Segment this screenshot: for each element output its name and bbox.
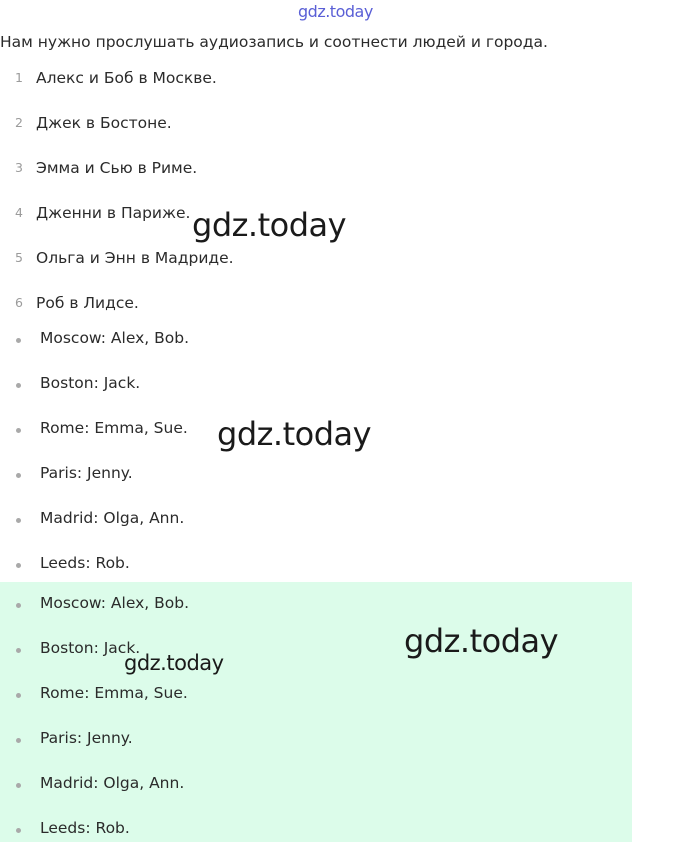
bullet-dot-icon xyxy=(16,383,21,388)
item-text: Ольга и Энн в Мадриде. xyxy=(36,249,234,267)
item-text: Leeds: Rob. xyxy=(40,554,130,572)
watermark: gdz.today xyxy=(404,622,559,660)
item-text: Madrid: Olga, Ann. xyxy=(40,774,185,792)
bullet-dot-icon xyxy=(16,563,21,568)
list-item xyxy=(0,362,680,407)
list-item xyxy=(0,58,680,103)
list-item xyxy=(0,717,680,762)
answer-list xyxy=(0,582,680,852)
item-text: Madrid: Olga, Ann. xyxy=(40,509,185,527)
item-number: 3 xyxy=(15,160,23,175)
item-text: Moscow: Alex, Bob. xyxy=(40,329,189,347)
list-item xyxy=(0,238,680,283)
bullet-dot-icon xyxy=(16,428,21,433)
item-text: Алекс и Боб в Москве. xyxy=(36,69,217,87)
list-item xyxy=(0,807,680,852)
item-number: 2 xyxy=(15,115,23,130)
list-item xyxy=(0,582,680,627)
item-number: 6 xyxy=(15,295,23,310)
list-item xyxy=(0,542,680,587)
item-number: 1 xyxy=(15,70,23,85)
item-text: Moscow: Alex, Bob. xyxy=(40,594,189,612)
item-text: Роб в Лидсе. xyxy=(36,294,139,312)
site-logo[interactable]: gdz.today xyxy=(298,2,373,21)
item-text: Rome: Emma, Sue. xyxy=(40,684,188,702)
list-item xyxy=(0,627,680,672)
item-text: Paris: Jenny. xyxy=(40,729,133,747)
bullet-dot-icon xyxy=(16,693,21,698)
item-number: 4 xyxy=(15,205,23,220)
list-item xyxy=(0,103,680,148)
item-text: Paris: Jenny. xyxy=(40,464,133,482)
item-text: Leeds: Rob. xyxy=(40,819,130,837)
bullet-dot-icon xyxy=(16,518,21,523)
task-description: Нам нужно прослушать аудиозапись и соотнести людей и города. xyxy=(0,33,548,51)
watermark: gdz.today xyxy=(124,651,224,675)
item-text: Джек в Бостоне. xyxy=(36,114,172,132)
item-text: Rome: Emma, Sue. xyxy=(40,419,188,437)
bullet-dot-icon xyxy=(16,338,21,343)
item-text: Boston: Jack. xyxy=(40,639,141,657)
watermark: gdz.today xyxy=(217,415,372,453)
item-text: Эмма и Сью в Риме. xyxy=(36,159,198,177)
item-text: Дженни в Париже. xyxy=(36,204,191,222)
numbered-list xyxy=(0,58,680,328)
bullet-dot-icon xyxy=(16,738,21,743)
list-item xyxy=(0,317,680,362)
list-item xyxy=(0,672,680,717)
item-text: Boston: Jack. xyxy=(40,374,141,392)
watermark: gdz.today xyxy=(192,206,347,244)
bullet-dot-icon xyxy=(16,603,21,608)
list-item xyxy=(0,148,680,193)
list-item xyxy=(0,762,680,807)
bullet-dot-icon xyxy=(16,783,21,788)
bullet-dot-icon xyxy=(16,473,21,478)
item-number: 5 xyxy=(15,250,23,265)
bullet-dot-icon xyxy=(16,648,21,653)
bullet-dot-icon xyxy=(16,828,21,833)
list-item xyxy=(0,497,680,542)
list-item xyxy=(0,452,680,497)
